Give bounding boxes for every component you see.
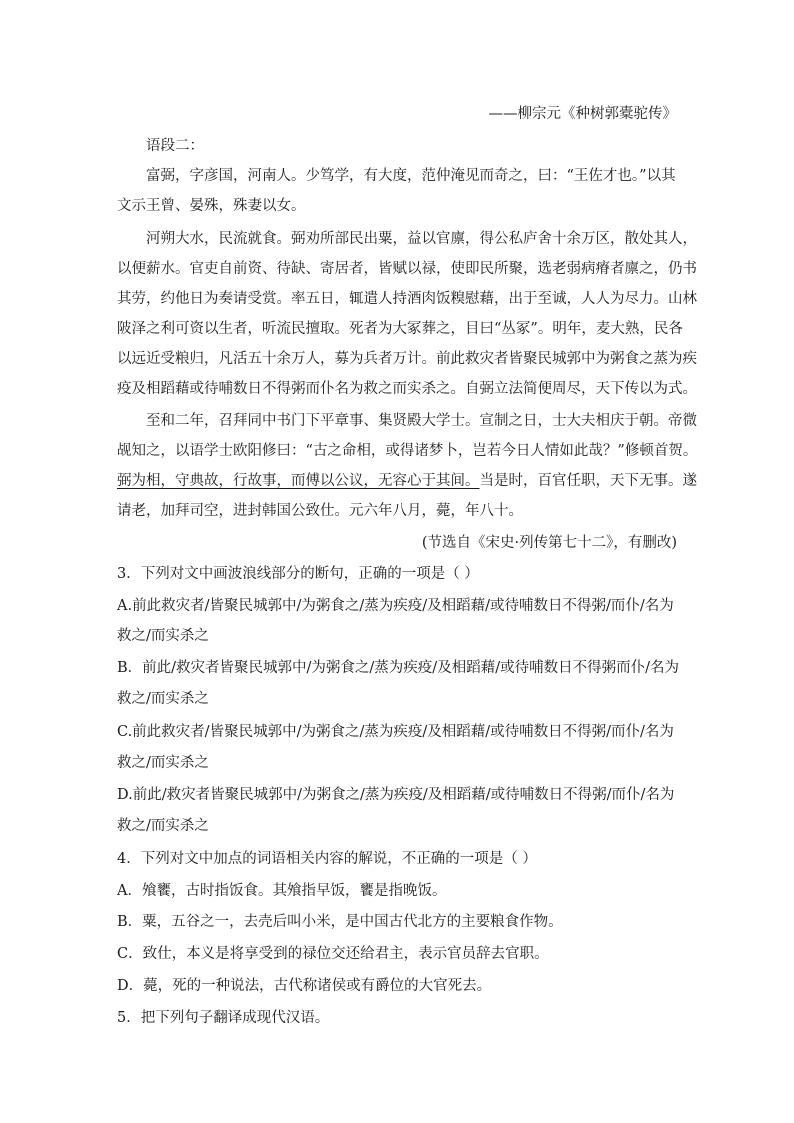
para3-line4: 请老，加拜司空，进封韩国公致仕。元六年八月，薨，年八十。 [117, 503, 523, 519]
q3-option-b-line2: 救之/而实杀之 [117, 691, 209, 707]
para2-line2: 以便薪水。官吏自前资、待缺、寄居者，皆赋以禄，使即民所聚，选老弱病瘠者廪之，仍书 [117, 261, 697, 277]
para2-line3: 其劳，约他日为奏请受赏。率五日，辄遣人持酒肉饭糗慰藉，出于至诚，人人为尽力。山林 [117, 291, 697, 307]
q3-option-c-line2: 救之/而实杀之 [117, 755, 209, 771]
q4-stem: 4．下列对文中加点的词语相关内容的解说，不正确的一项是（ ） [117, 851, 537, 867]
citation: (节选自《宋史·列传第七十二》，有删改) [421, 535, 677, 551]
q3-option-d-line2: 救之/而实杀之 [117, 818, 209, 834]
para3-line1: 至和二年，召拜同中书门下平章事、集贤殿大学士。宣制之日，士大夫相庆于朝。帝微 [146, 413, 697, 429]
underlined-sentence: 弼为相，守典故，行故事，而傅以公议，无容心于其间。 [117, 473, 480, 489]
q4-option-c: C．致仕，本义是将享受到的禄位交还给君主，表示官员辞去官职。 [117, 946, 549, 962]
q3-option-a-line2: 救之/而实杀之 [117, 628, 209, 644]
para2-line1: 河朔大水，民流就食。弼劝所部民出粟，益以官廪，得公私庐舍十余万区，散处其人， [146, 231, 697, 247]
para3-line3-rest: 当是时，百官任职，天下无事。遂 [479, 473, 697, 489]
q4-option-d: D．薨，死的一种说法，古代称诸侯或有爵位的大官死去。 [117, 978, 492, 994]
para1-line2: 文示王曾、晏殊，殊妻以女。 [117, 198, 306, 214]
para3-line2: 觇知之，以语学士欧阳修曰：“古之命相，或得诸梦卜，岂若今日人情如此哉？”修顿首贺。 [117, 443, 698, 459]
q3-option-b-line1: B．前此/救灾者皆聚民城郭中/为粥食之/蒸为疾疫/及相蹈藉/或待哺数日不得粥而仆/名为 [117, 660, 679, 676]
q3-option-c-line1: C.前此救灾者/皆聚民城郭中/为粥食之/蒸为疾疫/及相蹈藉/或待哺数日不得粥/而仆/名为 [117, 724, 674, 740]
q3-option-a-line1: A.前此救灾者/皆聚民城郭中/为粥食之/蒸为疾疫/及相蹈藉/或待哺数日不得粥/而仆/名为 [117, 598, 674, 614]
para1-line1: 富弼，字彦国，河南人。少笃学，有大度，范仲淹见而奇之，曰：“王佐才也。”以其 [146, 168, 676, 184]
q3-option-d-line1: D.前此/救灾者皆聚民城郭中/为粥食之/蒸为疾疫/及相蹈藉/或待哺数日不得粥/而仆/名为 [117, 787, 675, 803]
para2-line5: 以远近受粮归，凡活五十余万人，募为兵者万计。前此救灾者皆聚民城郭中为粥食之蒸为疾 [117, 351, 697, 367]
q4-option-a: A．飧饔，古时指饭食。其飧指早饭，饔是指晚饭。 [117, 883, 447, 899]
section-title: 语段二： [146, 138, 204, 154]
q4-option-b: B．粟，五谷之一，去壳后叫小米，是中国古代北方的主要粮食作物。 [117, 914, 563, 930]
para2-line6: 疫及相蹈藉或待哺数日不得粥而仆名为救之而实杀之。自弼立法简便周尽，天下传以为式。 [117, 381, 697, 397]
para2-line4: 陂泽之利可资以生者，听流民擅取。死者为大冢葬之，目曰“丛冢”。明年，麦大熟，民各 [117, 321, 683, 337]
q3-stem: 3．下列对文中画波浪线部分的断句，正确的一项是（ ） [117, 566, 479, 582]
source-attribution: ——柳宗元《种树郭橐驼传》 [488, 106, 677, 122]
q5-stem: 5．把下列句子翻译成现代汉语。 [117, 1010, 330, 1026]
para3-line3 [117, 471, 697, 491]
